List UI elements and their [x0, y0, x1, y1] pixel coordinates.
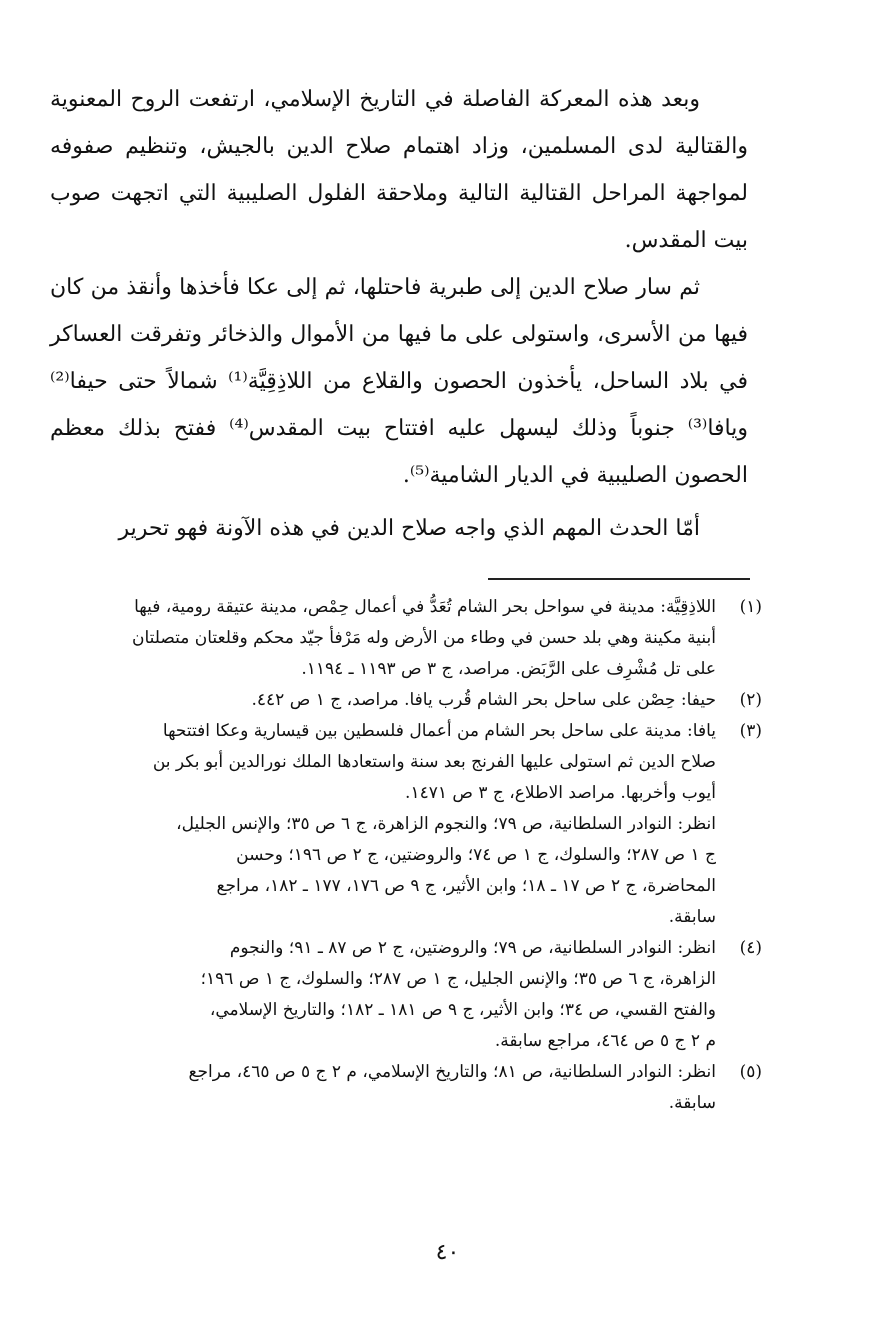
footnote-line: المحاضرة، ج ٢ ص ١٧ ـ ١٨؛ وابن الأثير، ج ٩ ص ١٧٦، ١٧٧ ـ ١٨٢، مراجع: [216, 876, 716, 896]
main-text: [50, 76, 748, 552]
footnote-line: اللاذِقِيَّة: مدينة في سواحل بحر الشام تُعَدُّ في أعمال حِمْص، مدينة عتيقة رومية، فيها: [134, 597, 716, 617]
footnote-line: انظر: النوادر السلطانية، ص ٧٩؛ والروضتين، ج ٢ ص ٨٧ ـ ٩١؛ والنجوم: [229, 938, 716, 958]
footnote-5: [50, 1057, 762, 1119]
footnote-line: الزاهرة، ج ٦ ص ٣٥؛ والإنس الجليل، ج ١ ص ٢٨٧؛ والسلوك، ج ١ ص ١٩٦؛: [200, 969, 716, 989]
page-number: ٤٠: [435, 1240, 460, 1265]
footnote-text: [50, 933, 716, 1057]
footnote-line: سابقة.: [668, 907, 716, 927]
footnote-3: [50, 716, 762, 933]
footnote-2: [50, 685, 762, 716]
footnote-text: [50, 592, 716, 685]
footnote-line: انظر: النوادر السلطانية، ص ٧٩؛ والنجوم الزاهرة، ج ٦ ص ٣٥؛ والإنس الجليل،: [176, 814, 716, 834]
footnote-number: (٣): [739, 721, 762, 741]
footnote-text: [50, 1057, 716, 1119]
footnotes: [50, 592, 762, 1119]
footnote-line: سابقة.: [668, 1093, 716, 1113]
footnote-line: على تل مُشْرِف على الرَّبَض. مراصد، ج ٣ ص ١١٩٣ ـ ١١٩٤.: [301, 659, 716, 679]
footnote-number: (٥): [739, 1062, 762, 1082]
footnote-line: صلاح الدين ثم استولى عليها الفرنج بعد سنة واستعادها الملك نورالدين أبو بكر بن: [152, 752, 716, 772]
footnote-line: حيفا: حِصْن على ساحل بحر الشام قُرب يافا. مراصد، ج ١ ص ٤٤٢.: [251, 690, 716, 710]
footnote-separator: [488, 578, 750, 580]
footnote-line: انظر: النوادر السلطانية، ص ٨١؛ والتاريخ الإسلامي، م ٢ ج ٥ ص ٤٦٥، مراجع: [188, 1062, 716, 1082]
footnote-line: يافا: مدينة على ساحل بحر الشام من أعمال فلسطين بين قيسارية وعكا افتتحها: [162, 721, 716, 741]
paragraph-1: وبعد هذه المعركة الفاصلة في التاريخ الإسلامي، ارتفعت الروح المعنوية والقتالية لدى المسلمين، وزاد اهتمام صلاح الدين بالجيش، وتنظيم صفوفه لمواجهة المراحل القتالية التالية وملاحقة الفلول الصليبية التي اتجهت صوب بيت المقدس.: [50, 87, 748, 253]
footnote-line: والفتح القسي، ص ٣٤؛ وابن الأثير، ج ٩ ص ١٨١ ـ ١٨٢؛ والتاريخ الإسلامي،: [209, 1000, 716, 1020]
footnote-line: م ٢ ج ٥ ص ٤٦٤، مراجع سابقة.: [494, 1031, 716, 1051]
footnote-text: [50, 685, 716, 716]
paragraph-2: ثم سار صلاح الدين إلى طبرية فاحتلها، ثم إلى عكا فأخذها وأنقذ من كان فيها من الأسرى، واستولى على ما فيها من الأموال والذخائر وتفرقت العساكر في بلاد الساحل، يأخذون الحصون والقلاع من اللاذِقِيَّة⁽¹⁾ شمالاً حتى حيفا⁽²⁾ ويافا⁽³⁾ جنوباً وذلك ليسهل عليه افتتاح بيت المقدس⁽⁴⁾ ففتح بذلك معظم الحصون الصليبية في الديار الشامية⁽⁵⁾.: [50, 275, 748, 488]
footnote-1: [50, 592, 762, 685]
footnote-line: ج ١ ص ٢٨٧؛ والسلوك، ج ١ ص ٧٤؛ والروضتين، ج ٢ ص ١٩٦؛ وحسن: [236, 845, 716, 865]
footnote-4: [50, 933, 762, 1057]
footnote-number: (٢): [739, 690, 762, 710]
paragraph-3: أمّا الحدث المهم الذي واجه صلاح الدين في هذه الآونة فهو تحرير: [118, 516, 700, 541]
footnote-line: أبنية مكينة وهي بلد حسن في وطاء من الأرض وله مَرْفأ جيّد محكم وقلعتان متصلتان: [131, 628, 716, 648]
footnote-number: (١): [739, 597, 762, 617]
footnote-text: [50, 716, 716, 933]
footnote-line: أيوب وأخربها. مراصد الاطلاع، ج ٣ ص ١٤٧١.: [405, 783, 716, 803]
footnote-number: (٤): [739, 938, 762, 958]
